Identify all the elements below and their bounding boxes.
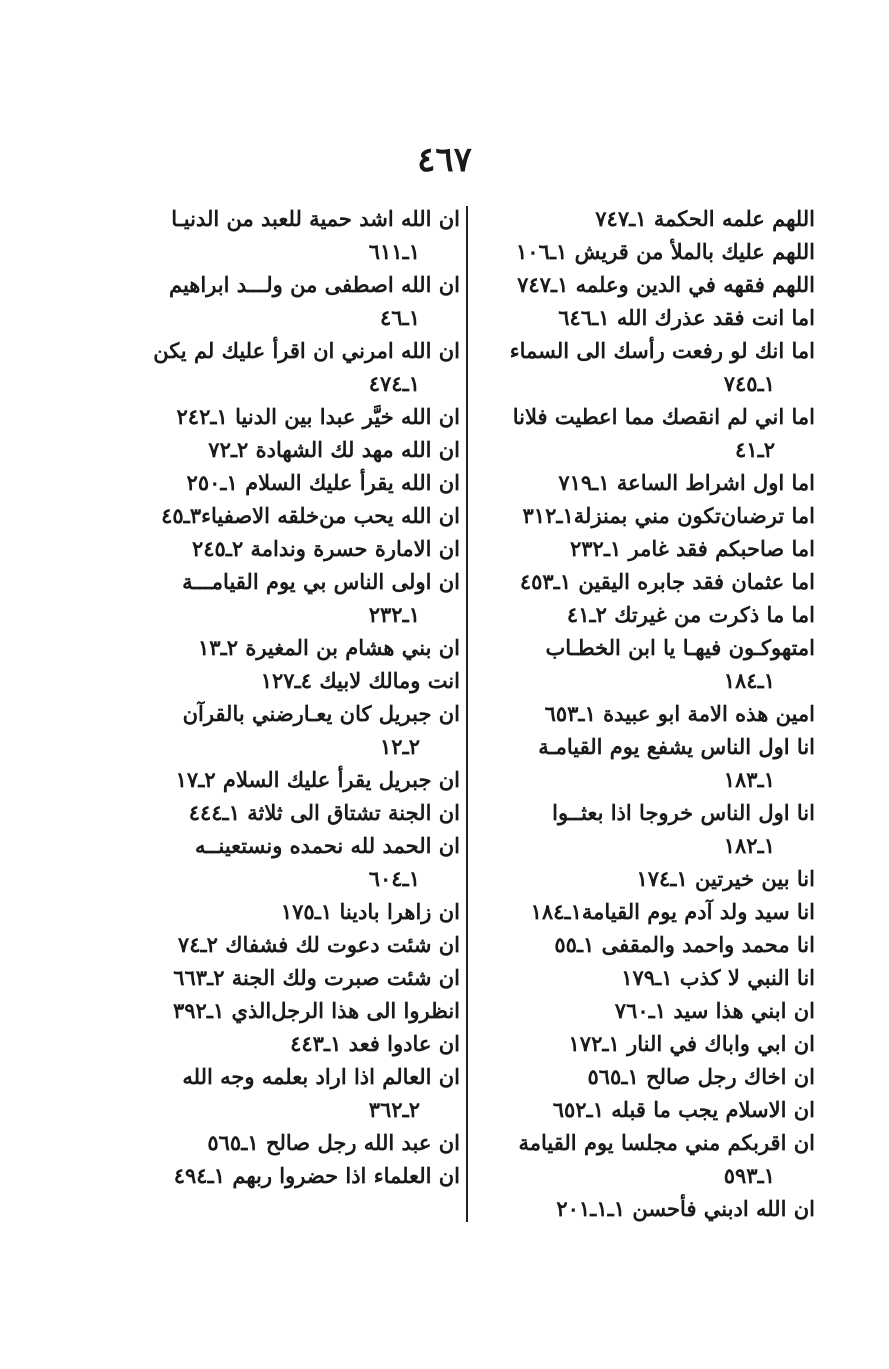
entry-reference: ٢ـ١٢ (380, 734, 420, 759)
entry-text: انا سيد ولد آدم يوم القيامة١ـ١٨٤ (530, 899, 815, 924)
entry-text: ان شئت صبرت ولك الجنة ٢ـ٦٦٣ (173, 965, 460, 990)
index-entry (480, 235, 815, 268)
entry-reference: ١ـ١٨٣ (723, 767, 775, 792)
index-entry (480, 598, 815, 631)
index-entry (480, 202, 815, 235)
index-entry (125, 928, 460, 961)
entry-reference: ١ـ٦١١ (368, 239, 420, 264)
index-entry (480, 730, 815, 796)
entry-reference: ١ـ٦٠٤ (368, 866, 420, 891)
index-entry (125, 400, 460, 433)
index-entry (480, 1126, 815, 1192)
entry-text: ان جبريل كان يعـارضني بالقرآن (182, 701, 460, 726)
entry-text: انا بين خيرتين ١ـ١٧٤ (636, 866, 815, 891)
index-entry (125, 532, 460, 565)
index-entry (125, 631, 460, 664)
entry-text: ان عادوا فعد ١ـ٤٤٣ (290, 1031, 460, 1056)
entry-text: انا النبي لا كذب ١ـ١٧٩ (621, 965, 815, 990)
index-entry (480, 268, 815, 301)
index-entry (125, 499, 460, 532)
page-number: ٤٦٧ (417, 140, 472, 180)
entry-reference: ١ـ١٨٤ (723, 668, 775, 693)
entry-text: ان الله خيَّر عبدا بين الدنيا ١ـ٢٤٢ (176, 404, 460, 429)
column-divider (466, 206, 468, 1222)
entry-text: امين هذه الامة ابو عبيدة ١ـ٦٥٣ (544, 701, 815, 726)
index-columns (125, 202, 815, 1224)
index-entry (125, 763, 460, 796)
entry-text: اما عثمان فقد جابره اليقين ١ـ٤٥٣ (519, 569, 815, 594)
entry-text: ان الله ادبني فأحسن ١ـ١ـ٢٠١ (556, 1196, 815, 1221)
index-entry (480, 565, 815, 598)
entry-text: اللهم علمه الحكمة ١ـ٧٤٧ (595, 206, 815, 231)
index-entry (480, 301, 815, 334)
entry-text: ان الله اشد حمية للعبد من الدنيـا (171, 206, 460, 231)
index-entry (480, 400, 815, 466)
index-entry (125, 664, 460, 697)
entry-text: ان العلماء اذا حضروا ربهم ١ـ٤٩٤ (173, 1163, 460, 1188)
entry-text: انا محمد واحمد والمقفى ١ـ٥٥ (554, 932, 815, 957)
entry-text: ان اولى الناس بي يوم القيامـــة (182, 569, 460, 594)
index-entry (480, 1093, 815, 1126)
entry-text: انا اول الناس يشفع يوم القيامـة (538, 734, 815, 759)
index-entry (125, 1159, 460, 1192)
entry-text: ان اقربكم مني مجلسا يوم القيامة (518, 1130, 815, 1155)
entry-text: اللهم عليك بالملأ من قريش ١ـ١٠٦ (516, 239, 815, 264)
index-entry (125, 895, 460, 928)
index-entry (480, 631, 815, 697)
index-entry (125, 565, 460, 631)
entry-text: ان الله يحب من‌خلقه الاصفياء٣ـ٤٥ (161, 503, 460, 528)
entry-reference: ١ـ٥٩٣ (723, 1163, 775, 1188)
entry-text: ان اخاك رجل صالح ١ـ٥٦٥ (587, 1064, 815, 1089)
index-entry (480, 1027, 815, 1060)
entry-text: اما ما ذكرت من غيرتك ٢ـ٤١ (566, 602, 815, 627)
entry-text: ان جبريل يقرأ عليك السلام ٢ـ١٧ (175, 767, 460, 792)
index-entry (480, 1060, 815, 1093)
index-entry (480, 466, 815, 499)
index-entry (480, 499, 815, 532)
index-entry (125, 334, 460, 400)
index-entry (480, 796, 815, 862)
index-entry (125, 961, 460, 994)
index-entry (125, 829, 460, 895)
entry-reference: ١ـ٢٣٢ (368, 602, 420, 627)
entry-text: ان زاهرا بادينا ١ـ١٧٥ (280, 899, 460, 924)
index-entry (480, 697, 815, 730)
right-column (480, 202, 815, 1225)
index-entry (480, 895, 815, 928)
index-entry (480, 961, 815, 994)
entry-text: ان الاسلام يجب ما قبله ١ـ٦٥٢ (552, 1097, 815, 1122)
entry-text: ان ابني هذا سيد ١ـ٧٦٠ (614, 998, 815, 1023)
index-entry (125, 697, 460, 763)
entry-text: ان الله يقرأ عليك السلام ١ـ٢٥٠ (186, 470, 460, 495)
index-entry (125, 466, 460, 499)
entry-reference: ١ـ١٨٢ (723, 833, 775, 858)
index-entry (480, 862, 815, 895)
entry-text: ان الامارة حسرة وندامة ٢ـ٢٤٥ (191, 536, 460, 561)
index-entry (125, 268, 460, 334)
index-entry (125, 994, 460, 1027)
entry-text: انا اول الناس خروجا اذا بعثــوا (552, 800, 815, 825)
entry-text: انت ومالك لابيك ٤ـ١٢٧ (260, 668, 460, 693)
entry-reference: ٢ـ٣٦٢ (368, 1097, 420, 1122)
left-column (125, 202, 460, 1192)
index-entry (125, 1027, 460, 1060)
entry-text: انظروا الى هذا الرجل‌الذي ١ـ٣٩٢ (172, 998, 460, 1023)
entry-text: اما اني لم انقصك مما اعطيت فلانا (512, 404, 815, 429)
index-entry (480, 994, 815, 1027)
entry-reference: ١ـ٤٦ (380, 305, 420, 330)
entry-text: اما انت فقد عذرك الله ١ـ٦٤٦ (558, 305, 815, 330)
index-entry (125, 1126, 460, 1159)
entry-text: ان عبد الله رجل صالح ١ـ٥٦٥ (207, 1130, 460, 1155)
entry-text: ان شئت دعوت لك فشفاك ٢ـ٧٤ (177, 932, 460, 957)
entry-reference: ٢ـ٤١ (735, 437, 775, 462)
entry-text: ان الحمد لله نحمده ونستعينــه (194, 833, 460, 858)
index-entry (480, 1192, 815, 1225)
entry-text: اما ترضىان‌تكون مني بمنزلة١ـ٣١٢ (522, 503, 815, 528)
entry-text: اما صاحبكم فقد غامر ١ـ٢٣٢ (569, 536, 815, 561)
entry-text: امتهوكـون فيهـا يا ابن الخطـاب (545, 635, 815, 660)
index-entry (480, 928, 815, 961)
entry-text: اما انك لو رفعت رأسك الى السماء (509, 338, 815, 363)
entry-text: ان ابي واباك في النار ١ـ١٧٢ (568, 1031, 815, 1056)
entry-reference: ١ـ٧٤٥ (723, 371, 775, 396)
entry-text: ان بني هشام بن المغيرة ٢ـ١٣ (198, 635, 460, 660)
index-entry (125, 796, 460, 829)
entry-text: اما اول اشراط الساعة ١ـ٧١٩ (558, 470, 815, 495)
entry-text: اللهم فقهه في الدين وعلمه ١ـ٧٤٧ (517, 272, 815, 297)
index-entry (125, 202, 460, 268)
index-entry (125, 1060, 460, 1126)
index-entry (480, 334, 815, 400)
entry-text: ان الجنة تشتاق الى ثلاثة ١ـ٤٤٤ (188, 800, 460, 825)
entry-text: ان الله امرني ان اقرأ عليك لم يكن (153, 338, 460, 363)
entry-reference: ١ـ٤٧٤ (368, 371, 420, 396)
index-entry (480, 532, 815, 565)
index-entry (125, 433, 460, 466)
entry-text: ان العالم اذا اراد بعلمه وجه الله (182, 1064, 460, 1089)
entry-text: ان الله اصطفى من ولـــد ابراهيم (168, 272, 460, 297)
entry-text: ان الله مهد لك الشهادة ٢ـ٧٢ (208, 437, 460, 462)
